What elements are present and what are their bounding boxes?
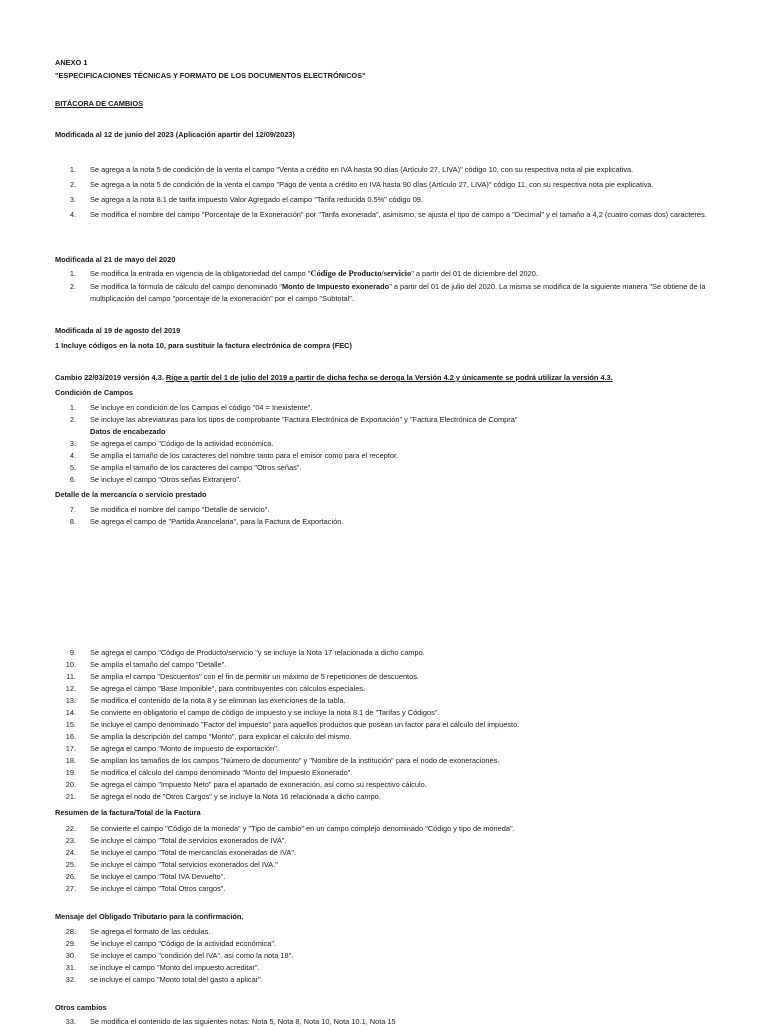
list-item-number: 18.: [65, 756, 76, 765]
list-item-number: 2.: [69, 415, 76, 424]
list-item: Se modifica el nombre del campo "Detalle de servicio".: [90, 505, 270, 514]
list-item: Se incluye el campo "Total Otros cargos".: [90, 884, 226, 893]
list-item: [90, 269, 538, 279]
list-item: Se incluye el campo "Otros señas Extranjero".: [90, 475, 242, 484]
list-item-number: 25.: [65, 860, 76, 869]
list-item: Se incluye el campo "Total de mercancías exoneradas de IVA".: [90, 848, 296, 857]
list-item: Se convierte en obligatorio el campo de código de impuesto y se incluye la nota 8.1 de "Tarifas y Códigos".: [90, 708, 440, 717]
version-change-lead: Cambio 22/03/2019 versión 4.3.: [55, 373, 166, 382]
list-item: [90, 282, 705, 292]
list-item-number: 20.: [65, 780, 76, 789]
list-item: Se agrega a la nota 5 de condición de la venta el campo "Pago de venta a crédito en IVA hasta 90 días (Artículo 27, LIVA)" código 11, con su respectiva nota pie explicativa.: [90, 180, 654, 189]
list-item: Se modifica el contenido de la nota 8 y se eliminan las exenciones de la tabla.: [90, 696, 346, 705]
list-item-number: 1.: [69, 165, 76, 174]
item-text: " a partir del 01 de diciembre del 2020.: [411, 269, 538, 278]
subsection-heading-detail: Detalle de la mercancía o servicio prestado: [55, 490, 207, 499]
list-item-number: 32.: [65, 975, 76, 984]
list-item-number: 4.: [69, 451, 76, 460]
list-item: Se incluye en condición de los Campos el código "04 = Inexistente".: [90, 403, 313, 412]
list-item: Se agrega el campo "Base Imponible", para contribuyentes con cálculos especiales.: [90, 684, 366, 693]
list-item-number: 6.: [69, 475, 76, 484]
list-item: Se incluye el campo "condición del IVA", así como la nota 18".: [90, 951, 294, 960]
list-item: Se agrega el campo "Código de la actividad económica.: [90, 439, 274, 448]
subsection-heading-message: Mensaje del Obligado Tributario para la confirmación.: [55, 912, 244, 921]
section-heading-2019: Modificada al 19 de agosto del 2019: [55, 326, 181, 335]
item-emphasis: Código de Producto/servicio: [310, 269, 412, 278]
list-item: Se modifica el nombre del campo "Porcentaje de la Exoneración" por "Tarifa exonerada", asimismo, se ajusta el tipo de campo a "Decimal" y el tamaño a 4,2 (cuatro comas dos) caracteres.: [90, 210, 707, 219]
list-item-number: 12.: [65, 684, 76, 693]
list-item: Se amplía la descripción del campo "Monto", para explicar el cálculo del mismo.: [90, 732, 352, 741]
list-item-number: 5.: [69, 463, 76, 472]
list-item-number: 27.: [65, 884, 76, 893]
list-item: Se modifica el contenido de las siguientes notas: Nota 5, Nota 8, Nota 10, Nota 10.1, Nota 15: [90, 1017, 396, 1026]
version-change-rule: Rige a partir del 1 de julio del 2019 a partir de dicha fecha se deroga la Versión 4.2 y únicamente se podrá utilizar la versión 4.3.: [165, 373, 613, 382]
list-item: Se incluye el campo "Código de la actividad económica".: [90, 939, 277, 948]
list-item-number: 11.: [66, 672, 76, 681]
section-heading-2023: Modificada al 12 de junio del 2023 (Aplicación apartir del 12/09/2023): [55, 130, 295, 139]
list-item-number: 31.: [65, 963, 76, 972]
list-item: Se agrega el campo "Impuesto Neto" para el apartado de exoneración, así como su respectivo cálculo.: [90, 780, 427, 789]
list-item-number: 21.: [65, 792, 76, 801]
list-item: Se incluye las abreviaturas para los tipos de comprobante "Factura Electrónica de Exportación" y "Factura Electrónica de Compra": [90, 415, 518, 424]
list-item-number: 1.: [69, 269, 76, 278]
item-emphasis: Monto de Impuesto exonerado: [282, 282, 390, 291]
list-item-number: 28.: [65, 927, 76, 936]
version-change-heading: [55, 373, 613, 383]
list-item: Se agrega a la nota 5 de condición de la venta el campo "Venta a crédito en IVA hasta 90 días (Artículo 27, LIVA)" código 10, con su respectiva nota al pie explicativa.: [90, 165, 634, 174]
list-item: Se agrega el nodo de "Otros Cargos" y se incluye la Nota 16 relacionada a dicho campo.: [90, 792, 381, 801]
list-item-number: 17.: [65, 744, 76, 753]
list-item-number: 9.: [69, 648, 76, 657]
section-note-2019: 1 Incluye códigos en la nota 10, para sustituir la factura electrónica de compra (FEC): [55, 341, 352, 350]
list-item-number: 15.: [65, 720, 76, 729]
list-item-number: 22.: [65, 824, 76, 833]
list-item-number: 29.: [65, 939, 76, 948]
list-item-number: 1.: [69, 403, 76, 412]
list-item-number: 3.: [69, 195, 76, 204]
list-item-number: 19.: [65, 768, 76, 777]
list-item: Se agrega el campo "Monto de impuesto de exportación".: [90, 744, 279, 753]
list-item-number: 14.: [65, 708, 76, 717]
list-item-number: 13.: [65, 696, 76, 705]
list-item: Se modifica el cálculo del campo denominado "Monto del Impuesto Exonerado".: [90, 768, 353, 777]
change-log-title: BITÁCORA DE CAMBIOS: [55, 99, 144, 108]
list-item: Se incluye el campo "Total servicios exonerados del IVA.": [90, 860, 278, 869]
list-item: Se amplía el tamaño de los caracteres del nombre tanto para el emisor como para el receptor.: [90, 451, 399, 460]
list-item-number: 26.: [65, 872, 76, 881]
list-item: Se agrega a la nota 8.1 de tarifa impuesto Valor Agregado el campo "Tarifa reducida 0.5%" código 09.: [90, 195, 423, 204]
list-item-number: 10.: [65, 660, 76, 669]
list-item: Se incluye el campo "Total IVA Devuelto".: [90, 872, 226, 881]
list-item-continuation: multiplicación del campo "porcentaje de la exoneración" por el campo "Subtotal".: [90, 294, 354, 303]
document-subtitle: "ESPECIFICACIONES TÉCNICAS Y FORMATO DE LOS DOCUMENTOS ELECTRÓNICOS": [55, 71, 366, 80]
list-item-number: 24.: [65, 848, 76, 857]
list-item: Se incluye el campo denominado "Factor del impuesto" para aquellos productos que posean un factor para el cálculo del impuesto.: [90, 720, 520, 729]
list-item: Se incluye el campo "Total de servicios exonerados de IVA".: [90, 836, 287, 845]
list-item-number: 4.: [69, 210, 76, 219]
subsection-heading-fields: Condición de Campos: [55, 388, 134, 397]
list-item-number: 33.: [65, 1017, 76, 1026]
list-item-number: 30.: [65, 951, 76, 960]
list-item-number: 16.: [65, 732, 76, 741]
list-item-number: 23.: [65, 836, 76, 845]
subsection-heading-other: Otros cambios: [55, 1003, 107, 1012]
subsection-heading-summary: Resumen de la factura/Total de la Factura: [55, 808, 201, 817]
list-item: Se agrega el formato de las cédulas.: [90, 927, 211, 936]
item-text: " a partir del 01 de julio del 2020. La misma se modifica de la siguiente manera "Se obtiene de la: [389, 282, 706, 291]
list-item: se incluye el campo "Monto total del gasto a aplicar".: [90, 975, 263, 984]
list-item-number: 8.: [69, 517, 76, 526]
list-item-number: 7.: [69, 505, 76, 514]
list-item-number: 3.: [69, 439, 76, 448]
list-item: Se amplían los tamaños de los campos "Número de documento" y "Nombre de la institución" para el nodo de exoneraciones.: [90, 756, 500, 765]
list-item: Se convierte el campo "Código de la moneda" y "Tipo de cambio" en un campo complejo denominado "Código y tipo de moneda".: [90, 824, 515, 833]
annex-label: ANEXO 1: [55, 58, 88, 67]
list-item-number: 2.: [69, 180, 76, 189]
list-item: se incluye el campo "Monto del impuesto acreditar".: [90, 963, 260, 972]
section-heading-2020: Modificada al 21 de mayo del 2020: [55, 255, 176, 264]
item-text: Se modifica la fórmula de cálculo del campo denominado ": [90, 282, 283, 291]
subsection-heading-header-data: Datos de encabezado: [90, 427, 166, 436]
item-text: Se modifica la entrada en vigencia de la obligatoriedad del campo ": [90, 269, 311, 278]
list-item: Se amplía el tamaño del campo "Detalle".: [90, 660, 227, 669]
list-item: Se agrega el campo "Código de Producto/servicio "y se incluye la Nota 17 relacionada a dicho campo.: [90, 648, 425, 657]
list-item: Se amplía el campo "Descuentos" con el fin de permitir un máximo de 5 repeticiones de descuentos.: [90, 672, 419, 681]
list-item: Se amplía el tamaño de los caracteres del campo "Otros señas".: [90, 463, 302, 472]
list-item: Se agrega el campo de "Partida Arancelaria", para la Factura de Exportación.: [90, 517, 344, 526]
list-item-number: 2.: [69, 282, 76, 291]
